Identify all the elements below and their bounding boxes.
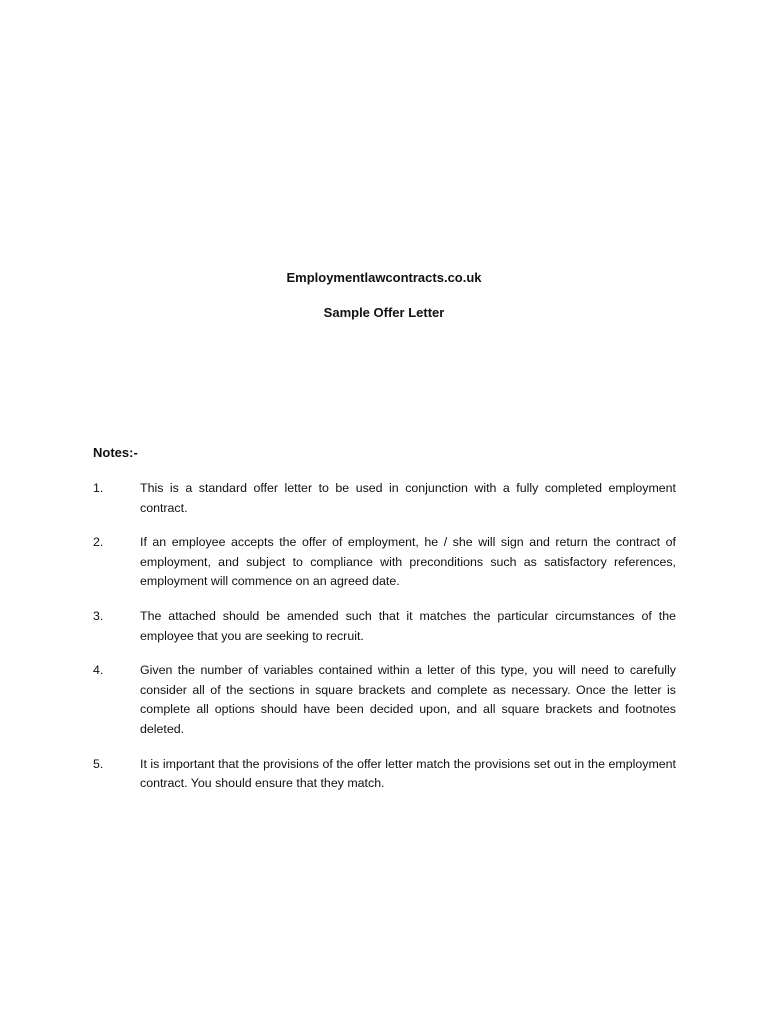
note-item <box>93 607 676 646</box>
note-text: This is a standard offer letter to be used in conjunction with a fully completed employment contract. <box>140 481 676 515</box>
note-number: 2. <box>93 535 104 550</box>
note-item <box>93 755 676 794</box>
note-number: 1. <box>93 481 104 495</box>
note-text: It is important that the provisions of the offer letter match the provisions set out in the employment contract. You should ensure that they match. <box>140 756 676 791</box>
note-item <box>93 479 676 518</box>
notes-list <box>93 479 676 809</box>
note-number: 5. <box>93 756 104 771</box>
note-number: 4. <box>93 663 104 678</box>
note-text: If an employee accepts the offer of employment, he / she will sign and return the contract of employment, and subject to compliance with preconditions such as satisfactory references, employment will commence on an agreed date. <box>140 535 676 589</box>
note-text: Given the number of variables contained within a letter of this type, you will need to carefully consider all of the sections in square brackets and complete as necessary. Once the letter is complete all options should have been decided upon, and all square brackets and footnotes deleted. <box>140 663 676 736</box>
site-title: Employmentlawcontracts.co.uk <box>286 270 482 285</box>
note-number: 3. <box>93 608 104 623</box>
note-item <box>93 661 676 739</box>
notes-heading: Notes:- <box>93 445 138 460</box>
document-title: Sample Offer Letter <box>323 305 445 320</box>
note-text: The attached should be amended such that it matches the particular circumstances of the employee that you are seeking to recruit. <box>140 608 676 643</box>
note-item <box>93 533 676 592</box>
